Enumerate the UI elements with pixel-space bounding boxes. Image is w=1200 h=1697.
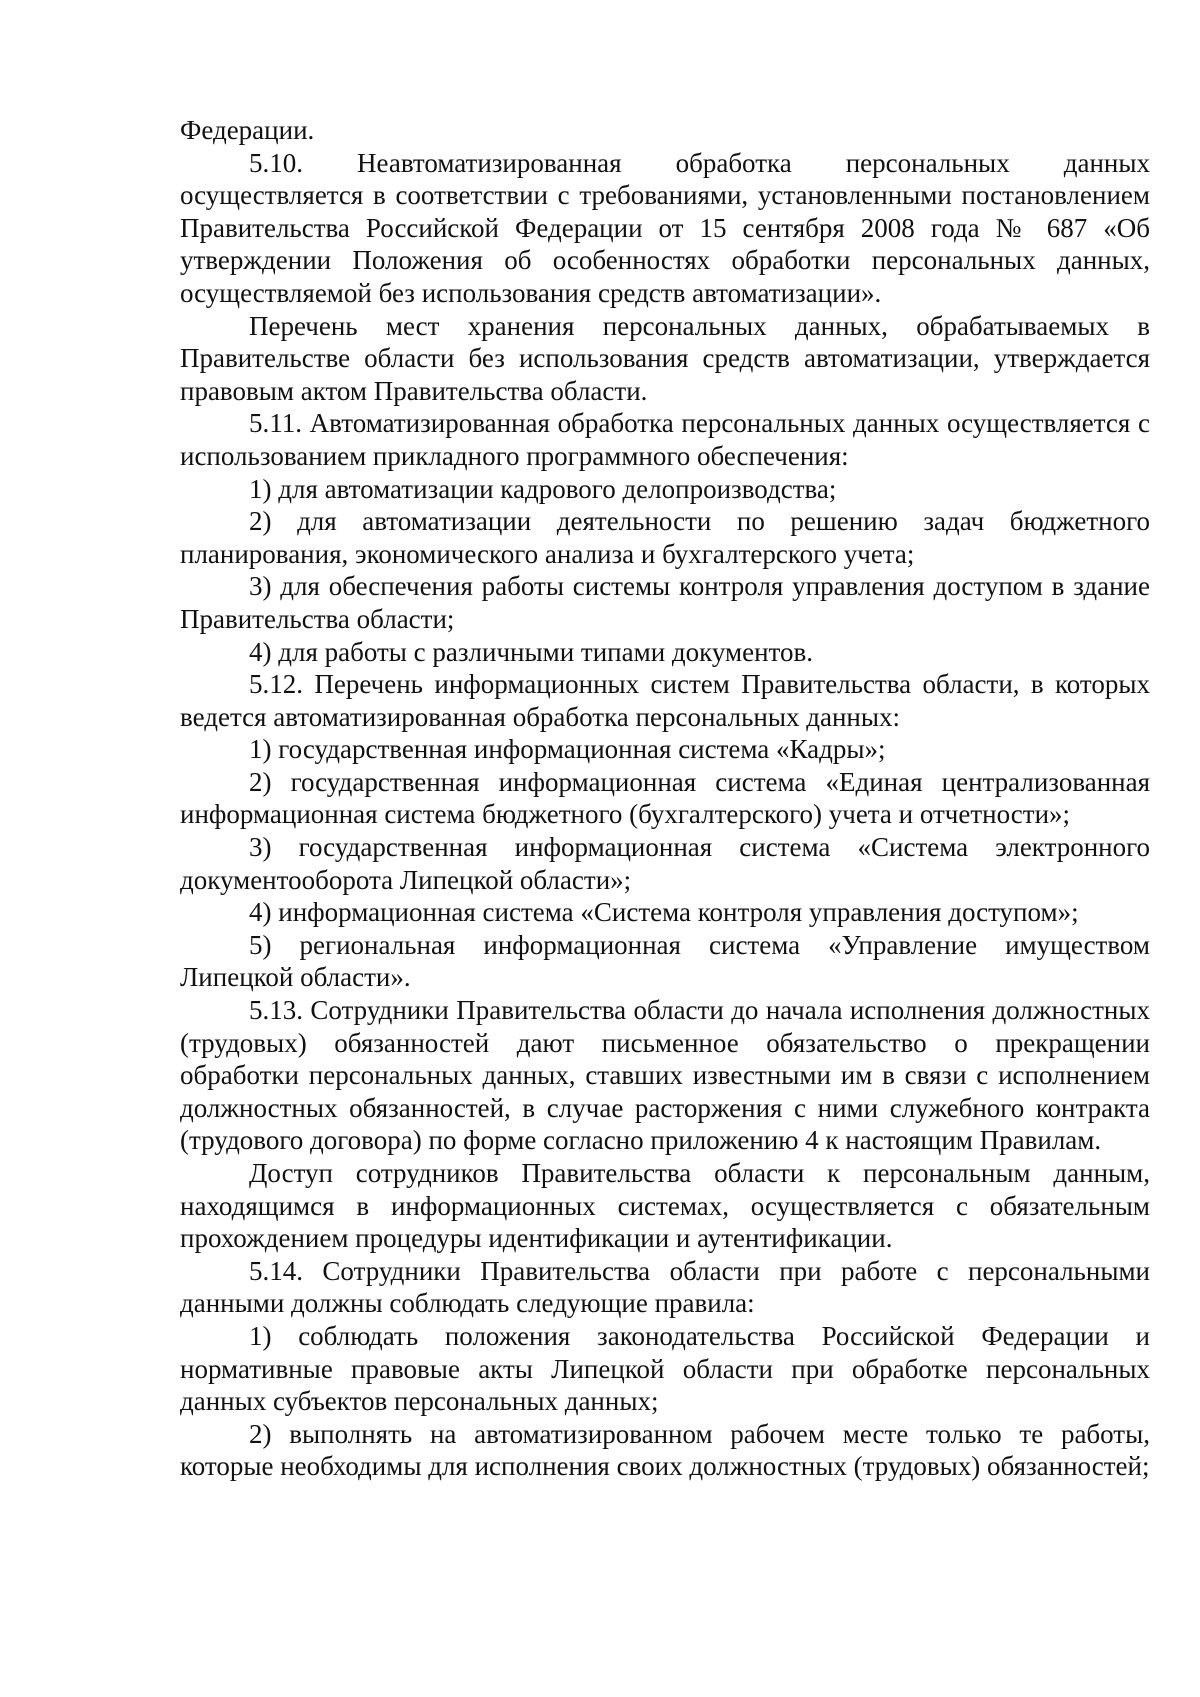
paragraph-5-12: 5.12. Перечень информационных систем Правительства области, в которых ведется автоматизированная обработка персональных данных: <box>180 669 1150 732</box>
paragraph-5-12-5: 5) региональная информационная система «Управление имуществом Липецкой области». <box>180 929 1150 993</box>
paragraph-5-12-4: 4) информационная система «Система контроля управления доступом»; <box>249 897 1079 928</box>
paragraph-5-11-2: 2) для автоматизации деятельности по решению задач бюджетного планирования, экономического анализа и бухгалтерского учета; <box>180 506 1150 569</box>
paragraph-5-14-2: 2) выполнять на автоматизированном рабочем месте только те работы, которые необходимы для исполнения своих должностных (трудовых) обязанностей; <box>180 1418 1150 1482</box>
paragraph-5-11-3: 3) для обеспечения работы системы контроля управления доступом в здание Правительства области; <box>180 571 1150 634</box>
paragraph-5-12-3: 3) государственная информационная система «Система электронного документооборота Липецкой области»; <box>180 832 1150 895</box>
paragraph-5-12-2: 2) государственная информационная система «Единая централизованная информационная система бюджетного (бухгалтерского) учета и отчетности»; <box>180 766 1150 830</box>
paragraph-5-11-4: 4) для работы с различными типами документов. <box>249 636 813 667</box>
document-body <box>180 114 1150 1483</box>
paragraph-5-11-1: 1) для автоматизации кадрового делопроизводства; <box>249 473 837 504</box>
paragraph-perechen-mest: Перечень мест хранения персональных данных, обрабатываемых в Правительстве области без использования средств автоматизации, утверждается правовым актом Правительства области. <box>180 310 1150 406</box>
paragraph-5-13: 5.13. Сотрудники Правительства области до начала исполнения должностных (трудовых) обязанностей дают письменное обязательство о прекращении обработки персональных данных, ставших известными им в связи с исполнением должностных обязанностей, в случае расторжения с ними служебного контракта (трудового договора) по форме согласно приложению 4 к настоящим Правилам. <box>180 995 1150 1156</box>
paragraph-5-14-1: 1) соблюдать положения законодательства Российской Федерации и нормативные правовые акты Липецкой области при обработке персональных данных субъектов персональных данных; <box>180 1320 1150 1417</box>
paragraph-federatsii: Федерации. <box>180 115 315 145</box>
paragraph-dostup: Доступ сотрудников Правительства области к персональным данным, находящимся в информационных системах, осуществляется с обязательным прохождением процедуры идентификации и аутентификации. <box>180 1158 1150 1254</box>
paragraph-5-11: 5.11. Автоматизированная обработка персональных данных осуществляется с использованием прикладного программного обеспечения: <box>180 408 1150 471</box>
paragraph-5-14: 5.14. Сотрудники Правительства области при работе с персональными данными должны соблюдать следующие правила: <box>180 1255 1150 1319</box>
paragraph-5-10: 5.10. Неавтоматизированная обработка персональных данных осуществляется в соответствии с требованиями, установленными постановлением Правительства Российской Федерации от 15 сентября 2008 года № 687 «Об утверждении Положения об особенностях обработки персональных данных, осуществляемой без использования средств автоматизации». <box>180 147 1150 308</box>
paragraph-5-12-1: 1) государственная информационная система «Кадры»; <box>249 734 886 765</box>
